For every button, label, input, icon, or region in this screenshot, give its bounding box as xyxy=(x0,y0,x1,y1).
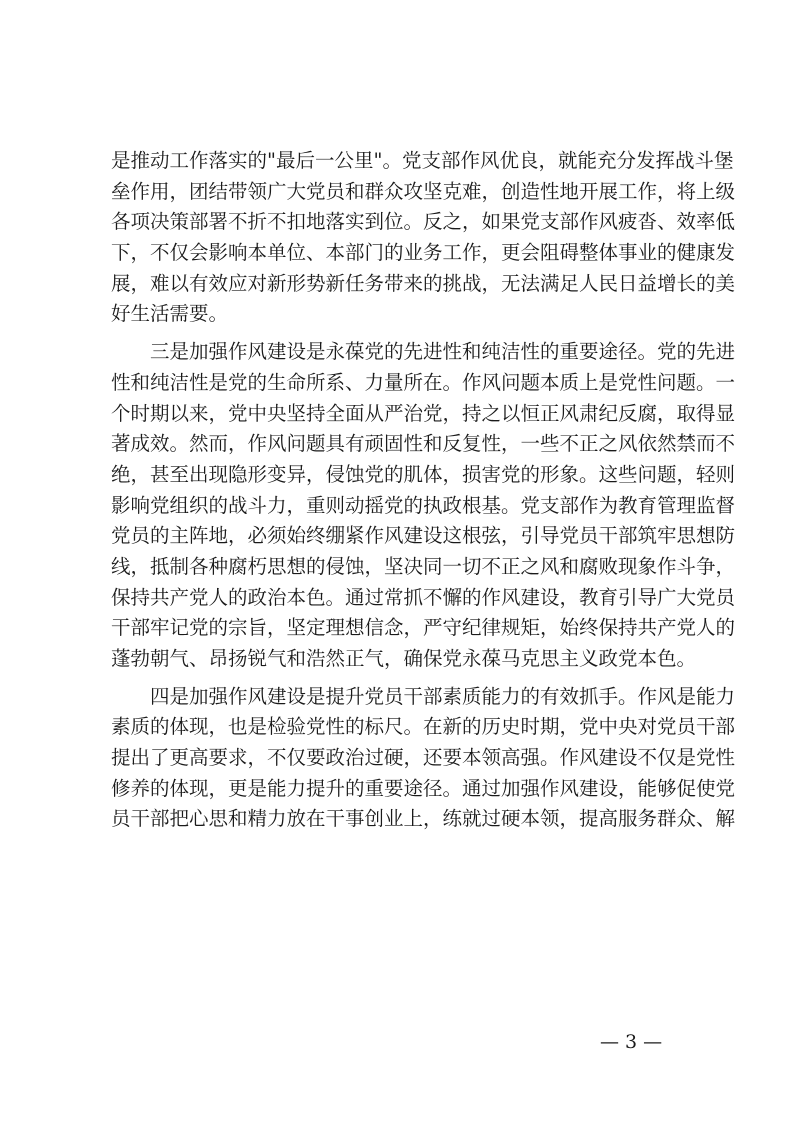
text-line: 下，不仅会影响本单位、本部门的业务工作，更会阻碍整体事业的健康发 xyxy=(111,241,736,265)
text-line: 垒作用，团结带领广大党员和群众攻坚克难，创造性地开展工作，将上级 xyxy=(111,179,736,203)
text-line: 著成效。然而，作风问题具有顽固性和反复性，一些不正之风依然禁而不 xyxy=(111,432,736,456)
text-line: 线，抵制各种腐朽思想的侵蚀，坚决同一切不正之风和腐败现象作斗争， xyxy=(111,554,736,578)
text-line: 个时期以来，党中央坚持全面从严治党，持之以恒正风肃纪反腐，取得显 xyxy=(111,401,736,425)
text-line: 干部牢记党的宗旨，坚定理想信念，严守纪律规矩，始终保持共产党人的 xyxy=(111,616,736,640)
text-line: 性和纯洁性是党的生命所系、力量所在。作风问题本质上是党性问题。一 xyxy=(111,370,736,394)
text-line: 提出了更高要求，不仅要政治过硬，还要本领高强。作风建设不仅是党性 xyxy=(111,746,736,770)
text-line: 展，难以有效应对新形势新任务带来的挑战，无法满足人民日益增长的美 xyxy=(111,271,736,295)
text-line: 绝，甚至出现隐形变异，侵蚀党的肌体，损害党的形象。这些问题，轻则 xyxy=(111,462,736,486)
text-line: 党员的主阵地，必须始终绷紧作风建设这根弦，引导党员干部筑牢思想防 xyxy=(111,524,736,548)
text-line: 好生活需要。 xyxy=(111,302,229,326)
paragraph xyxy=(111,337,736,675)
text-line: 修养的体现，更是能力提升的重要途径。通过加强作风建设，能够促使党 xyxy=(111,776,736,800)
paragraph xyxy=(111,146,736,330)
text-line: 各项决策部署不折不扣地落实到位。反之，如果党支部作风疲沓、效率低 xyxy=(111,210,736,234)
text-line: 是推动工作落实的"最后一公里"。党支部作风优良，就能充分发挥战斗堡 xyxy=(111,149,734,172)
text-line: 四是加强作风建设是提升党员干部素质能力的有效抓手。作风是能力 xyxy=(150,684,736,708)
text-line: 三是加强作风建设是永葆党的先进性和纯洁性的重要途径。党的先进 xyxy=(150,340,736,364)
text-line: 蓬勃朝气、昂扬锐气和浩然正气，确保党永葆马克思主义政党本色。 xyxy=(111,647,697,670)
page-number: — 3 — xyxy=(600,1031,663,1053)
text-line: 保持共产党人的政治本色。通过常抓不懈的作风建设，教育引导广大党员 xyxy=(111,585,736,609)
text-line: 影响党组织的战斗力，重则动摇党的执政根基。党支部作为教育管理监督 xyxy=(111,493,736,517)
body-text xyxy=(111,146,736,835)
text-line: 素质的体现，也是检验党性的标尺。在新的历史时期，党中央对党员干部 xyxy=(111,715,736,739)
paragraph xyxy=(111,682,736,835)
text-line: 员干部把心思和精力放在干事创业上，练就过硬本领，提高服务群众、解 xyxy=(111,807,736,831)
